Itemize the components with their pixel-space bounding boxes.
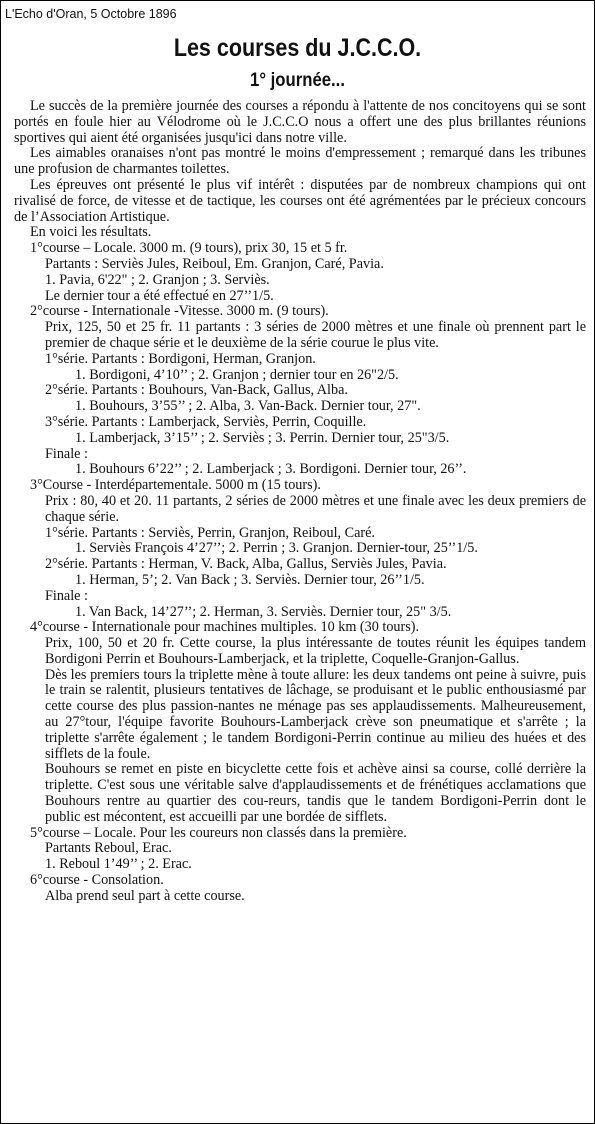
course-5-starters: Partants Reboul, Erac. (45, 840, 172, 857)
course-3-prize: Prix : 80, 40 et 20. 11 partants, 2 séries de 2000 mètres et une finale avec les deux premiers de chaque série. (45, 492, 586, 525)
intro-paragraph: Les épreuves ont présenté le plus vif intérêt : disputées par de nombreux champions qui ont rivalisé de force, de vitesse et de tactique, les courses ont été agrémentées par le précieux concours de l’Association Artistique. (14, 176, 586, 225)
course-1-heading: 1°course – Locale. 3000 m. (9 tours), prix 30, 15 et 5 fr. (30, 240, 348, 257)
course-2-prize: Prix, 125, 50 et 25 fr. 11 partants : 3 séries de 2000 mètres et une finale où prennent part le premier de chaque série et le deuxième de la série courue le plus vite. (45, 319, 586, 351)
course-1-result: 1. Pavia, 6'22" ; 2. Granjon ; 3. Serviès. (45, 271, 270, 288)
course-1-starters: Partants : Serviès Jules, Reiboul, Em. Granjon, Caré, Pavia. (45, 255, 384, 272)
course-3-series-2: 2°série. Partants : Herman, V. Back, Alba, Gallus, Serviès Jules, Pavia. (45, 556, 447, 573)
course-2-final: Finale : (45, 445, 88, 462)
course-4-heading: 4°course - Internationale pour machines multiples. 10 km (30 tours). (30, 619, 420, 636)
course-4-prize: Prix, 100, 50 et 20 fr. Cette course, la plus intéressante de toutes réunit les équipes tandem Bordigoni Perrin et Bouhours-Lamberjack, et la triplette, Coquelle-Granjon-Gallus. (45, 635, 586, 667)
course-2-series-3-result: 1. Lamberjack, 3’15’’ ; 2. Serviès ; 3. Perrin. Dernier tour, 25"3/5. (75, 429, 450, 446)
course-1-last-lap: Le dernier tour a été effectué en 27’’1/5. (45, 287, 274, 304)
results-lead: En voici les résultats. (30, 224, 152, 241)
course-2-series-2-result: 1. Bouhours, 3’55’’ ; 2. Alba, 3. Van-Back. Dernier tour, 27". (75, 398, 421, 415)
course-2-final-result: 1. Bouhours 6’22’’ ; 2. Lamberjack ; 3. Bordigoni. Dernier tour, 26’’. (75, 461, 467, 478)
article-subtitle: 1° journée... (250, 70, 345, 91)
course-4-narrative: Dès les premiers tours la triplette mène à toute allure: les deux tandems ont peine à suivre, puis le train se ralentit, plusieurs tentatives de lâchage, se produisant et le public enthousiasmé par cette course des plus passion-nantes ne ménage pas ses applaudissements. Malheureusement, au 27°tour, l'équipe favorite Bouhours-Lamberjack crève son pneumatique et s'arrête ; la triplette s'arrête également ; le tandem Bordigoni-Perrin continue au milieu des huées et des sifflets de la foule. (45, 666, 586, 762)
course-6-heading: 6°course - Consolation. (30, 872, 164, 889)
course-3-series-2-result: 1. Herman, 5’; 2. Van Back ; 3. Serviès. Dernier tour, 26’’1/5. (75, 571, 425, 588)
course-3-heading: 3°Course - Interdépartementale. 5000 m (15 tours). (30, 477, 321, 494)
course-5-result: 1. Reboul 1’49’’ ; 2. Erac. (45, 856, 192, 873)
course-6-note: Alba prend seul part à cette course. (45, 887, 245, 904)
course-3-series-1: 1°série. Partants : Serviès, Perrin, Granjon, Reiboul, Caré. (45, 524, 375, 541)
course-3-series-1-result: 1. Serviès François 4’27’’; 2. Perrin ; 3. Granjon. Dernier-tour, 25’’1/5. (75, 540, 478, 557)
course-2-heading: 2°course - Internationale -Vitesse. 3000 m. (9 tours). (30, 303, 329, 320)
course-3-final-result: 1. Van Back, 14’27’’; 2. Herman, 3. Serviès. Dernier tour, 25" 3/5. (75, 603, 452, 620)
article-body (14, 99, 586, 905)
intro-paragraph: Le succès de la première journée des courses a répondu à l'attente de nos concitoyens qui se sont portés en foule hier au Vélodrome où le J.C.C.O nous a offert une des plus brillantes réunions sportives qui aient été organisées jusqu'ici dans notre ville. (14, 98, 586, 146)
article-title: Les courses du J.C.C.O. (173, 34, 422, 62)
course-3-final: Finale : (45, 587, 88, 604)
course-4-narrative: Bouhours se remet en piste en bicyclette cette fois et achève ainsi sa course, collé derrière la triplette. C'est sous une véritable salve d'applaudissements et de frénétiques acclamations que Bouhours rentre au quartier des cou-reurs, tandis que le tandem Bordigoni-Perrin dont le public est mécontent, est accueilli par une bordée de sifflets. (45, 761, 586, 825)
course-2-series-2: 2°série. Partants : Bouhours, Van-Back, Gallus, Alba. (45, 382, 348, 399)
intro-paragraph: Les aimables oranaises n'ont pas montré le moins d'empressement ; remarqué dans les tribunes une profusion de charmantes toilettes. (14, 145, 586, 178)
course-2-series-1-result: 1. Bordigoni, 4’10’’ ; 2. Granjon ; dernier tour en 26"2/5. (75, 366, 399, 383)
newspaper-source: L'Echo d'Oran, 5 Octobre 1896 (5, 7, 177, 21)
course-2-series-3: 3°série. Partants : Lamberjack, Serviès, Perrin, Coquille. (45, 413, 367, 430)
course-2-series-1: 1°série. Partants : Bordigoni, Herman, Granjon. (45, 350, 316, 367)
course-5-heading: 5°course – Locale. Pour les coureurs non classés dans la première. (30, 824, 407, 841)
